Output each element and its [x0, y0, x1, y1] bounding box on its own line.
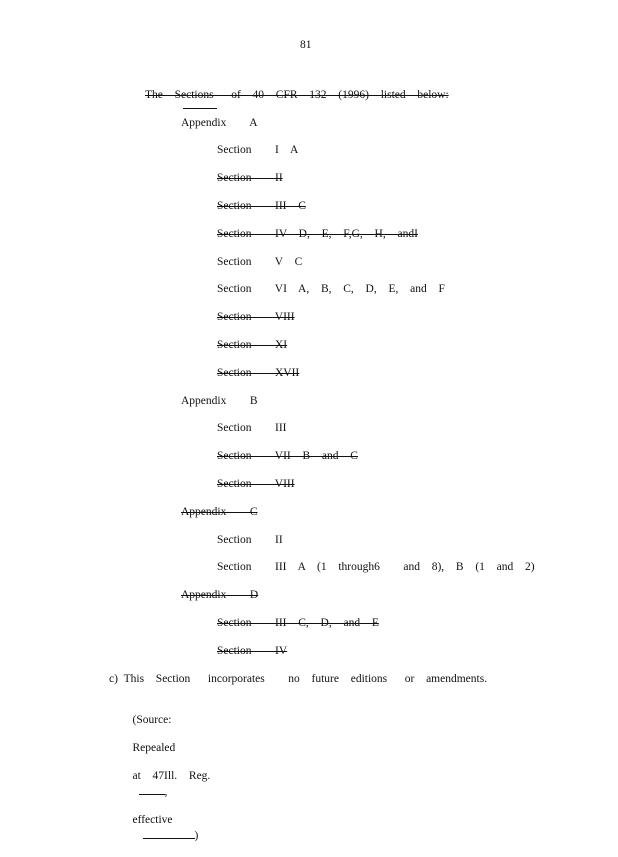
- section-line: Section XVII: [217, 367, 300, 379]
- source-register: at 47Ill. Reg.: [132, 770, 211, 782]
- intro-line: The Sections of 40 CFR 132 (1996) listed below:: [145, 89, 449, 101]
- appendix-b-heading: Appendix B: [181, 395, 258, 407]
- effective-date-blank: [143, 827, 195, 839]
- appendix-c-heading: Appendix C: [181, 506, 258, 518]
- section-line: Section VIII: [217, 311, 295, 323]
- source-repealed: Repealed: [132, 742, 176, 754]
- section-line: Section II: [217, 534, 283, 546]
- section-line: Section IV: [217, 645, 288, 657]
- section-line: Section III C, D, and E: [217, 617, 379, 629]
- section-line: Section II: [217, 172, 283, 184]
- register-number-blank: [139, 783, 165, 795]
- source-note: [109, 699, 210, 857]
- section-line: Section III: [217, 422, 287, 434]
- source-comma: ,: [164, 786, 168, 798]
- section-line: Section III C: [217, 200, 306, 212]
- paragraph-c: c) This Section incorporates no future editions or amendments.: [109, 673, 488, 685]
- intro-underline-mark: [183, 108, 217, 109]
- appendix-d-heading: Appendix D: [181, 589, 259, 601]
- section-line: Section VII B and C: [217, 450, 358, 462]
- source-effective: effective: [132, 814, 173, 826]
- source-open: (Source:: [132, 714, 172, 726]
- section-line: Section V C: [217, 256, 303, 268]
- section-line: Section I A: [217, 144, 299, 156]
- section-line: Section VIII: [217, 478, 295, 490]
- source-close: ): [194, 830, 199, 842]
- page-number: 81: [300, 39, 312, 51]
- section-line: Section IV D, E, F,G, H, andI: [217, 228, 418, 240]
- section-line: Section III A (1 through6 and 8), B (1 and 2): [217, 561, 535, 573]
- appendix-a-heading: Appendix A: [181, 117, 258, 129]
- section-line: Section XI: [217, 339, 288, 351]
- section-line: Section VI A, B, C, D, E, and F: [217, 283, 445, 295]
